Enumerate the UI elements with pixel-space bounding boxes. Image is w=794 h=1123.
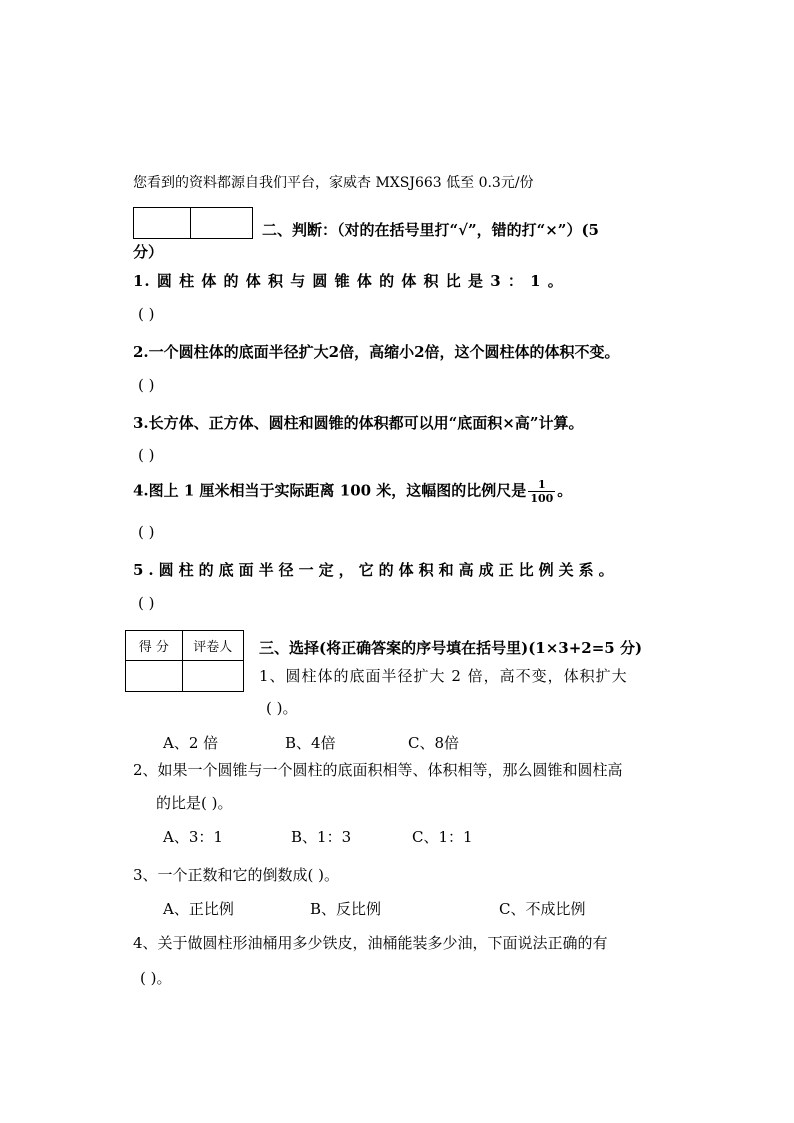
judge-question-1: 1. 圆 柱 体 的 体 积 与 圆 锥 体 的 体 积 比 是 3 ： 1 。 [133,272,564,290]
choice-question-3: 3、一个正数和它的倒数成( )。 [133,866,340,884]
choice-3-option-a[interactable]: A、正比例 [163,900,234,918]
score-table-grader-header: 评卷人 [182,631,243,661]
score-table-score-header: 得 分 [126,631,183,661]
score-table-grader-cell[interactable] [182,661,243,692]
choice-question-2: 2、如果一个圆锥与一个圆柱的底面积相等、体积相等，那么圆锥和圆柱高 [133,761,623,779]
choice-1-option-c[interactable]: C、8倍 [408,734,460,752]
section2-title: 二、判断：（对的在括号里打“√”，错的打“×”）(5 [262,221,599,239]
judge-question-5: 5.圆柱的底面半径一定，它的体积和高成正比例关系。 [133,561,619,579]
judge-question-2: 2.一个圆柱体的底面半径扩大2倍，高缩小2倍，这个圆柱体的体积不变。 [133,343,620,361]
fraction-denominator: 100 [530,492,554,505]
choice-2-option-a[interactable]: A、3：1 [163,828,223,846]
choice-1-option-a[interactable]: A、2 倍 [163,734,219,752]
answer-blank-4[interactable]: ( ) [138,523,155,541]
judge-question-4 [133,478,572,505]
scale-fraction [528,478,555,505]
choice-1-option-b[interactable]: B、4倍 [285,734,336,752]
score-table-score-cell[interactable] [126,661,183,692]
fraction-numerator: 1 [528,478,555,492]
answer-blank-2[interactable]: ( ) [138,376,155,394]
section2-title-cont: 分） [133,243,164,261]
choice-question-4: 4、关于做圆柱形油桶用多少铁皮，油桶能装多少油，下面说法正确的有 [133,934,608,952]
judge-question-4-suffix: 。 [557,481,573,500]
choice-3-option-c[interactable]: C、不成比例 [499,900,586,918]
choice-question-1: 1、圆柱体的底面半径扩大 2 倍，高不变，体积扩大 [259,667,628,685]
answer-blank-3[interactable]: ( ) [138,446,155,464]
choice-3-option-b[interactable]: B、反比例 [310,900,382,918]
choice-2-option-b[interactable]: B、1：3 [291,828,352,846]
choice-2-option-c[interactable]: C、1：1 [412,828,473,846]
section3-title: 三、选择(将正确答案的序号填在括号里)(1×3+2=5 分) [259,639,643,657]
judge-question-3: 3.长方体、正方体、圆柱和圆锥的体积都可以用“底面积×高”计算。 [133,414,584,432]
answer-blank-1[interactable]: ( ) [138,305,155,323]
header-note: 您看到的资料都源自我们平台，家威杏 MXSJ663 低至 0.3元/份 [133,175,534,191]
score-box [133,207,253,239]
choice-question-4-blank[interactable]: ( )。 [140,969,172,987]
choice-question-2-blank[interactable]: 的比是( )。 [156,794,233,812]
judge-question-4-text: 4.图上 1 厘米相当于实际距离 100 米，这幅图的比例尺是 [133,481,527,500]
answer-blank-5[interactable]: ( ) [138,594,155,612]
score-box-divider [190,208,191,238]
choice-question-1-blank[interactable]: ( )。 [266,699,298,717]
score-table [125,630,244,692]
